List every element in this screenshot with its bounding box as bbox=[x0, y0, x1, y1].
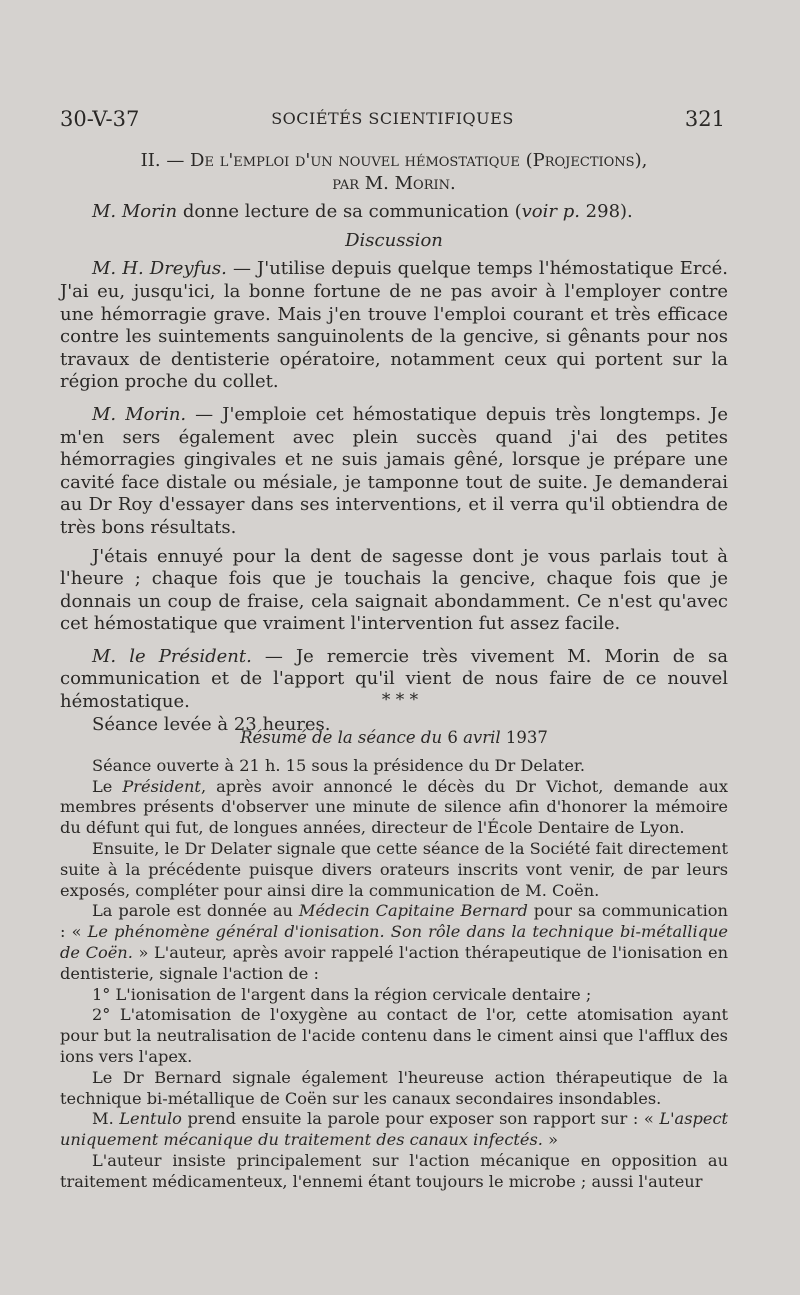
section-title-line1: II. — De l'emploi d'un nouvel hémostatique (Projections), bbox=[140, 150, 648, 171]
discussion-heading: Discussion bbox=[345, 229, 443, 251]
summary-title: Résumé de la séance du 6 avril 1937 bbox=[240, 728, 548, 747]
paragraph-text: 298). bbox=[579, 201, 633, 223]
section-title-line2: par M. Morin. bbox=[332, 172, 456, 194]
paragraph-text: — J'utilise depuis quelque temps l'hémostatique Ercé. J'ai eu, jusqu'ici, la bonne fortune de ne pas avoir à l'employer contre une hémorragie grave. Mais j'en trouve l'emploi courant et très efficace contre les suintements sanguinolents de la gencive, si gênants pour nos travaux de dentisterie opératoire, notamment ceux qui portent sur la région proche du collet. bbox=[60, 258, 728, 393]
speaker-name: M. Morin. bbox=[92, 403, 187, 425]
summary-paragraph: La parole est donnée au Médecin Capitaine Bernard pour sa communication : « Le phénomène général d'ionisation. Son rôle dans la technique bi-métallique de Coën. » L'auteur, après avoir rappelé l'action thérapeutique de l'ionisation en dentisterie, signale l'action de : bbox=[60, 901, 729, 983]
summary-paragraph: 1° L'ionisation de l'argent dans la région cervicale dentaire ; bbox=[92, 984, 592, 1004]
speaker-name: M. Morin bbox=[92, 201, 178, 223]
section-ii bbox=[60, 150, 728, 736]
header-section: SOCIÉTÉS SCIENTIFIQUES bbox=[271, 109, 514, 128]
page-number: 321 bbox=[684, 107, 725, 131]
speaker-name: M. le Président. bbox=[92, 645, 252, 667]
reference: voir p. bbox=[521, 201, 580, 223]
paragraph-text: donne lecture de sa communication ( bbox=[177, 201, 522, 223]
paragraph-text: — Je remercie très vivement M. Morin de sa communication et de l'apport qu'il vient de nous faire de ce nouvel hémostatique. bbox=[60, 645, 728, 713]
summary-paragraph: L'auteur insiste principalement sur l'action mécanique en opposition au traitement médicamenteux, l'ennemi étant toujours le microbe ; aussi l'auteur bbox=[60, 1150, 728, 1191]
summary-paragraph: Le Dr Bernard signale également l'heureuse action thérapeutique de la technique bi-métallique de Coën sur les canaux secondaires insondables. bbox=[60, 1067, 728, 1108]
summary-paragraph: Ensuite, le Dr Delater signale que cette séance de la Société fait directement suite à la précédente puisque divers orateurs inscrits vont venir, de par leurs exposés, compléter pour ainsi dire la communication de M. Coën. bbox=[60, 838, 728, 900]
paragraph-text: — J'emploie cet hémostatique depuis très longtemps. Je m'en sers également avec plein succès quand j'ai des petites hémorragies gingivales et ne suis jamais gêné, lorsque je prépare une cavité face distale ou mésiale, je tamponne tout de suite. Je demanderai au Dr Roy d'essayer dans ses interventions, et il verra qu'il obtiendra de très bons résultats. bbox=[60, 403, 728, 538]
summary-paragraph: 2° L'atomisation de l'oxygène au contact de l'or, cette atomisation ayant pour but la neutralisation de l'acide contenu dans le ciment ainsi que l'afflux des ions vers l'apex. bbox=[60, 1005, 728, 1066]
summary-paragraph: Séance ouverte à 21 h. 15 sous la présidence du Dr Delater. bbox=[92, 755, 585, 775]
paragraph-morin-reply bbox=[60, 404, 728, 540]
summary-paragraph: Le Président, après avoir annoncé le décès du Dr Vichot, demande aux membres présents d'observer une minute de silence afin d'honorer la mémoire du défunt qui fut, de longues années, directeur de l'École Dentaire de Lyon. bbox=[60, 776, 729, 838]
paragraph-morin-wisdom-tooth: J'étais ennuyé pour la dent de sagesse dont je vous parlais tout à l'heure ; chaque fois que je touchais la gencive, chaque fois que je donnais un coup de fraise, cela saignait abondamment. Ce n'est qu'avec cet hémostatique que vraiment l'intervention fut assez facile. bbox=[60, 545, 728, 635]
header-date: 30-V-37 bbox=[60, 107, 140, 131]
paragraph-session-closed: Séance levée à 23 heures. bbox=[92, 713, 331, 735]
summary-paragraph: M. Lentulo prend ensuite la parole pour exposer son rapport sur : « L'aspect uniquement mécanique du traitement des canaux infectés. » bbox=[60, 1109, 729, 1150]
section-separator: * * * bbox=[381, 690, 419, 710]
speaker-name: M. H. Dreyfus. bbox=[92, 258, 227, 280]
paragraph-dreyfus bbox=[60, 258, 728, 394]
paragraph-morin-reading bbox=[60, 201, 728, 224]
running-head bbox=[60, 104, 725, 134]
session-summary bbox=[60, 728, 728, 1193]
